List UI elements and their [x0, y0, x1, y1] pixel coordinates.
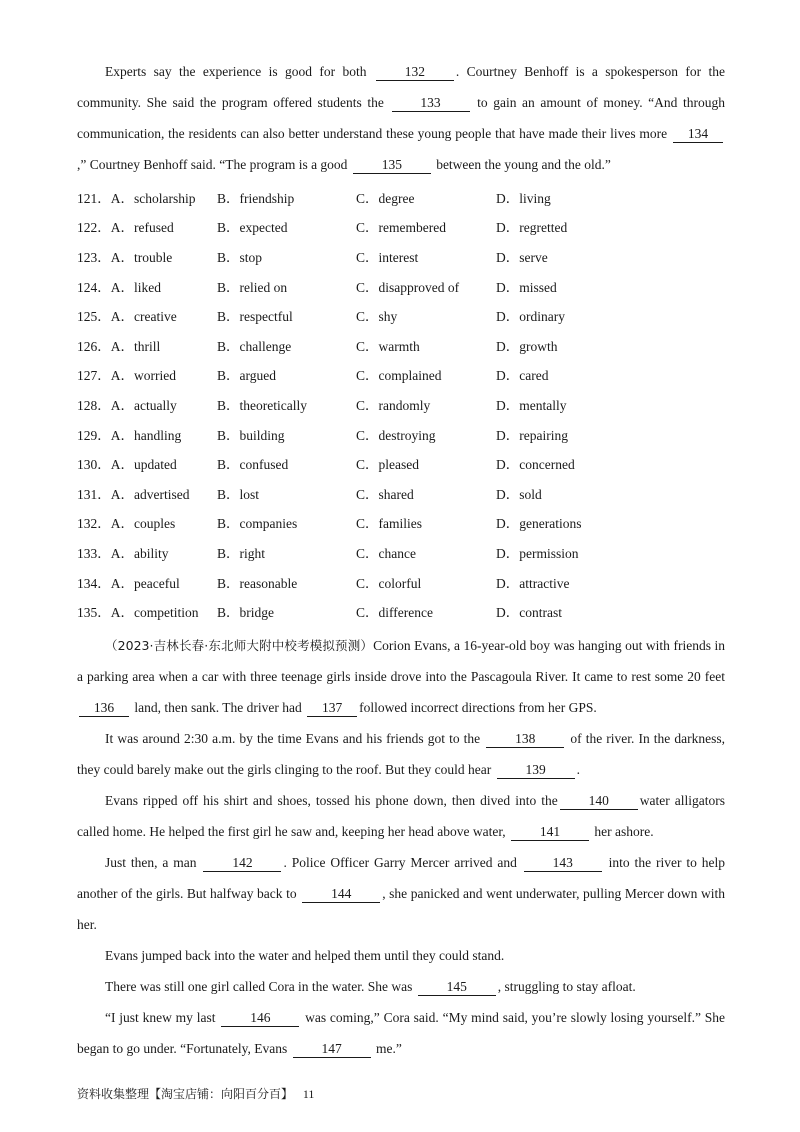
text-run: Evans jumped back into the water and helped them until they could stand.	[105, 947, 505, 963]
text-run: Experts say the experience is good for both	[105, 64, 374, 79]
option-c[interactable]: C．colorful	[356, 575, 422, 591]
passage2-paragraph-2	[77, 723, 725, 785]
passage2-paragraph-6	[77, 971, 725, 1002]
question-row	[77, 596, 725, 626]
question-number: 121．	[77, 190, 111, 206]
question-row	[77, 419, 725, 449]
option-b[interactable]: B．confused	[217, 457, 289, 473]
option-a[interactable]: A．liked	[110, 279, 161, 295]
option-a[interactable]: A．competition	[110, 605, 199, 621]
option-d[interactable]: D．concerned	[496, 457, 575, 473]
question-number: 131．	[77, 486, 111, 502]
passage2-paragraph-1	[77, 630, 725, 723]
option-d[interactable]: D．attractive	[496, 575, 570, 591]
option-b[interactable]: B．companies	[217, 516, 298, 532]
option-d[interactable]: D．serve	[496, 249, 548, 265]
option-d[interactable]: D．contrast	[496, 605, 562, 621]
blank-142[interactable]: 142	[203, 855, 281, 872]
text-run: between the young and the old.”	[432, 157, 611, 172]
option-d[interactable]: D．sold	[496, 486, 542, 502]
question-number: 128．	[77, 397, 111, 413]
text-run: . Police Officer Garry Mercer arrived and	[283, 854, 522, 870]
option-a[interactable]: A．refused	[110, 220, 174, 236]
question-number: 124．	[77, 279, 111, 295]
option-b[interactable]: B．stop	[217, 249, 263, 265]
option-c[interactable]: C．shared	[356, 486, 414, 502]
text-run: of the river. In the darkness, they could barely make out the girls clinging to the roof. But they could hear	[77, 730, 725, 777]
option-b[interactable]: B．challenge	[217, 338, 292, 354]
option-a[interactable]: A．creative	[110, 309, 177, 325]
option-d[interactable]: D．living	[496, 190, 551, 206]
text-run: Just then, a man	[105, 854, 202, 870]
option-c[interactable]: C．pleased	[356, 457, 419, 473]
text-run: , struggling to stay afloat.	[497, 978, 636, 994]
page-footer	[77, 1085, 314, 1102]
option-c[interactable]: C．chance	[356, 545, 416, 561]
option-b[interactable]: B．argued	[217, 368, 276, 384]
option-b[interactable]: B．reasonable	[217, 575, 298, 591]
text-run: There was still one girl called Cora in the water. She was	[105, 978, 416, 994]
question-number: 129．	[77, 427, 111, 443]
text-run: was coming,” Cora said. “My mind said, you’re slowly losing yourself.” She began to go under. “Fortunately, Evans	[77, 1009, 726, 1056]
option-c[interactable]: C．shy	[356, 309, 398, 325]
question-number: 134．	[77, 575, 111, 591]
question-row	[77, 567, 725, 597]
question-number: 123．	[77, 249, 111, 265]
question-row	[77, 300, 725, 330]
option-c[interactable]: C．difference	[356, 605, 433, 621]
option-b[interactable]: B．relied on	[217, 279, 288, 295]
question-row	[77, 330, 725, 360]
option-b[interactable]: B．theoretically	[217, 397, 307, 413]
option-a[interactable]: A．trouble	[110, 249, 173, 265]
blank-137[interactable]: 137	[307, 700, 357, 717]
option-c[interactable]: C．interest	[356, 249, 419, 265]
option-b[interactable]: B．expected	[217, 220, 288, 236]
options-list	[77, 182, 725, 626]
option-a[interactable]: A．updated	[110, 457, 177, 473]
blank-136[interactable]: 136	[79, 700, 129, 717]
blank-144[interactable]: 144	[302, 886, 380, 903]
question-row	[77, 360, 725, 390]
document-page	[77, 56, 725, 1064]
question-row	[77, 182, 725, 212]
passage2-paragraph-5	[77, 940, 725, 971]
blank-134[interactable]: 134	[673, 126, 723, 143]
option-b[interactable]: B．bridge	[217, 605, 274, 621]
blank-141[interactable]: 141	[511, 824, 589, 841]
option-a[interactable]: A．ability	[110, 545, 169, 561]
option-b[interactable]: B．right	[217, 545, 266, 561]
option-c[interactable]: C．degree	[356, 190, 415, 206]
option-d[interactable]: D．ordinary	[496, 309, 565, 325]
option-b[interactable]: B．friendship	[217, 190, 295, 206]
option-c[interactable]: C．complained	[356, 368, 442, 384]
option-a[interactable]: A．handling	[110, 427, 182, 443]
question-row	[77, 478, 725, 508]
text-run: me.”	[372, 1040, 402, 1056]
option-d[interactable]: D．permission	[496, 545, 579, 561]
question-number: 125．	[77, 309, 111, 325]
blank-140[interactable]: 140	[560, 793, 638, 810]
option-c[interactable]: C．warmth	[356, 338, 420, 354]
option-a[interactable]: A．peaceful	[110, 575, 180, 591]
option-d[interactable]: D．repairing	[496, 427, 568, 443]
question-number: 130．	[77, 457, 111, 473]
passage2-paragraph-4	[77, 847, 725, 940]
text-run: land, then sank. The driver had	[131, 699, 306, 715]
text-run: .	[576, 761, 581, 777]
option-c[interactable]: C．destroying	[356, 427, 436, 443]
blank-143[interactable]: 143	[524, 855, 602, 872]
question-row	[77, 537, 725, 567]
blank-147[interactable]: 147	[293, 1041, 371, 1058]
text-run: . Courtney Benhoff is a spokesperson for the community. She said the program offered students the	[77, 64, 725, 110]
text-run: Evans ripped off his shirt and shoes, tossed his phone down, then dived into the	[105, 792, 558, 808]
option-d[interactable]: D．regretted	[496, 220, 568, 236]
text-run: her ashore.	[591, 823, 654, 839]
question-row	[77, 389, 725, 419]
passage1-paragraph	[77, 56, 725, 180]
blank-132[interactable]: 132	[376, 64, 454, 81]
option-a[interactable]: A．couples	[110, 516, 176, 532]
option-a[interactable]: A．actually	[110, 397, 177, 413]
option-c[interactable]: C．families	[356, 516, 422, 532]
text-run: ,” Courtney Benhoff said. “The program is a good	[77, 157, 351, 172]
text-run: , she panicked and went underwater, pulling Mercer down with her.	[77, 885, 725, 932]
option-d[interactable]: D．missed	[496, 279, 557, 295]
option-d[interactable]: D．generations	[496, 516, 582, 532]
option-c[interactable]: C．randomly	[356, 397, 431, 413]
question-row	[77, 508, 725, 538]
option-b[interactable]: B．lost	[217, 486, 260, 502]
option-d[interactable]: D．cared	[496, 368, 549, 384]
blank-135[interactable]: 135	[353, 157, 431, 174]
text-run: Corion Evans, a 16-year-old boy was hanging out with friends in a parking area when a car with three teenage girls inside drove into the Pascagoula River. It came to rest some 20 feet	[77, 637, 725, 684]
blank-145[interactable]: 145	[418, 979, 496, 996]
passage2-paragraph-7	[77, 1002, 725, 1064]
question-row	[77, 271, 725, 301]
question-number: 122．	[77, 220, 111, 236]
option-a[interactable]: A．scholarship	[110, 190, 196, 206]
option-d[interactable]: D．mentally	[496, 397, 567, 413]
blank-139[interactable]: 139	[497, 762, 575, 779]
option-c[interactable]: C．remembered	[356, 220, 446, 236]
option-a[interactable]: A．thrill	[110, 338, 161, 354]
text-run: into the river to help another of the girls. But halfway back to	[77, 854, 725, 901]
text-run: followed incorrect directions from her GPS.	[359, 699, 597, 715]
source-citation: （2023·吉林长春·东北师大附中校考模拟预测）	[105, 637, 374, 653]
text-run: “I just knew my last	[105, 1009, 220, 1025]
question-number: 126．	[77, 338, 111, 354]
option-b[interactable]: B．respectful	[217, 309, 293, 325]
question-row	[77, 212, 725, 242]
passage2-paragraph-3	[77, 785, 725, 847]
question-number: 132．	[77, 516, 111, 532]
text-run: It was around 2:30 a.m. by the time Evans and his friends got to the	[105, 730, 485, 746]
question-number: 133．	[77, 545, 111, 561]
question-number: 135．	[77, 605, 111, 621]
option-a[interactable]: A．advertised	[110, 486, 190, 502]
blank-138[interactable]: 138	[486, 731, 564, 748]
option-b[interactable]: B．building	[217, 427, 285, 443]
question-number: 127．	[77, 368, 111, 384]
question-row	[77, 448, 725, 478]
blank-146[interactable]: 146	[221, 1010, 299, 1027]
page-number: 11	[302, 1087, 315, 1101]
option-c[interactable]: C．disapproved of	[356, 279, 460, 295]
option-d[interactable]: D．growth	[496, 338, 558, 354]
blank-133[interactable]: 133	[392, 95, 470, 112]
option-a[interactable]: A．worried	[110, 368, 176, 384]
footer-text: 资料收集整理【淘宝店铺：向阳百分百】	[77, 1087, 294, 1101]
question-row	[77, 241, 725, 271]
text-run: water alligators called home. He helped the first girl he saw and, keeping her head above water,	[77, 792, 726, 839]
text-run: to gain an amount of money. “And through communication, the residents can also better understand these young people that have made their lives more	[77, 95, 726, 141]
